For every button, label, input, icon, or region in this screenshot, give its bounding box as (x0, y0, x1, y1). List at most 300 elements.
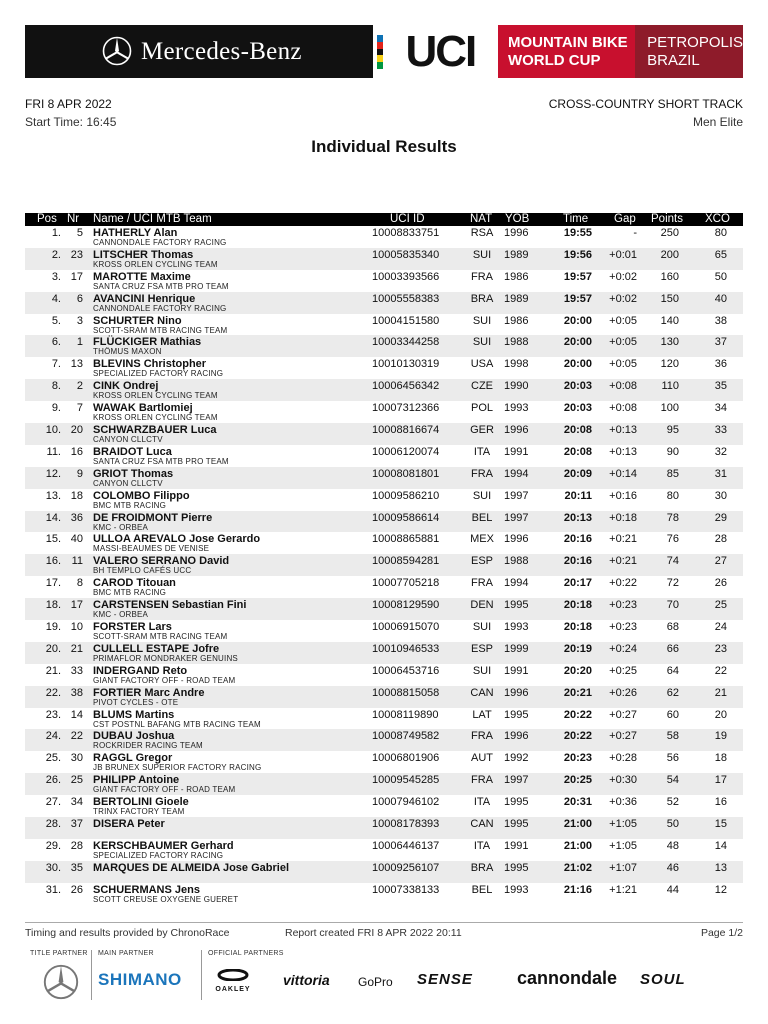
rider-gap: +0:21 (609, 555, 637, 568)
rider-nation: SUI (472, 314, 492, 327)
rider-xco-points: 31 (714, 467, 727, 480)
rider-gap: - (633, 227, 637, 239)
rider-team: BMC MTB RACING (93, 500, 167, 510)
rider-uci-id: 10006915070 (372, 621, 440, 634)
rider-points: 56 (666, 752, 679, 765)
rider-position: 24. (45, 730, 61, 743)
rider-position: 25. (45, 752, 61, 765)
rider-position: 22. (45, 686, 61, 699)
rider-points: 54 (666, 774, 679, 787)
rider-name: DISERA Peter (93, 818, 165, 831)
rider-nation: BRA (470, 861, 494, 874)
rider-nation: CAN (470, 818, 494, 831)
table-row (25, 270, 743, 292)
rider-name: FORSTER Lars (93, 621, 172, 634)
rider-time: 19:57 (563, 270, 592, 283)
rider-time: 20:13 (563, 511, 592, 524)
rider-position: 5. (51, 314, 61, 327)
rider-number: 2 (76, 380, 83, 393)
partner-divider (201, 950, 202, 1000)
rider-name: MAROTTE Maxime (93, 270, 191, 283)
rider-number: 22 (70, 730, 83, 743)
rider-points: 62 (666, 686, 679, 699)
rider-number: 6 (76, 292, 83, 305)
rider-number: 9 (76, 467, 83, 480)
rider-time: 20:16 (563, 555, 592, 568)
rider-nation: POL (470, 402, 493, 415)
discipline: CROSS-COUNTRY SHORT TRACK (548, 97, 743, 111)
rider-gap: +0:21 (609, 533, 637, 546)
rider-position: 6. (51, 336, 61, 349)
rider-year-of-birth: 1988 (504, 555, 529, 568)
rider-number: 1 (76, 336, 83, 349)
rider-xco-points: 26 (714, 577, 727, 590)
rider-name: GRIOT Thomas (93, 467, 174, 480)
rider-nation: BEL (471, 511, 493, 524)
rider-number: 16 (70, 445, 83, 458)
rider-position: 28. (45, 818, 61, 831)
location-line-2: BRAZIL (647, 51, 700, 69)
rider-year-of-birth: 1993 (504, 402, 529, 415)
rider-team: CST POSTNL BAFANG MTB RACING TEAM (93, 719, 261, 729)
rider-time: 20:19 (563, 642, 592, 655)
rider-nation: SUI (472, 664, 492, 677)
rider-nation: ITA (473, 796, 491, 809)
rider-uci-id: 10008178393 (372, 818, 440, 831)
col-gap: Gap (614, 213, 636, 225)
main-partner-label: MAIN PARTNER (98, 950, 154, 957)
rider-number: 18 (70, 489, 83, 502)
rider-team: CANNONDALE FACTORY RACING (93, 303, 227, 313)
partners-strip (25, 950, 743, 1010)
table-row (25, 664, 743, 686)
rider-time: 19:57 (563, 292, 592, 305)
rider-number: 25 (70, 774, 83, 787)
rider-year-of-birth: 1997 (504, 489, 529, 502)
rider-points: 72 (666, 577, 679, 590)
rider-team: KMC - ORBEA (93, 610, 149, 620)
rider-nation: FRA (471, 774, 493, 787)
vittoria-logo: vittoria (283, 972, 330, 988)
rider-time: 20:03 (563, 380, 592, 393)
rider-gap: +0:36 (609, 796, 637, 809)
rider-team: PRIMAFLOR MONDRAKER GENUINS (93, 653, 238, 663)
rider-year-of-birth: 1996 (504, 227, 529, 239)
rider-xco-points: 16 (714, 796, 727, 809)
table-row (25, 817, 743, 839)
rider-year-of-birth: 1994 (504, 577, 529, 590)
rider-nation: DEN (470, 599, 494, 612)
shimano-logo: SHIMANO (98, 970, 182, 989)
rider-nation: AUT (471, 752, 493, 765)
rider-position: 9. (51, 402, 61, 415)
location-block (635, 25, 743, 78)
rider-xco-points: 15 (714, 818, 727, 831)
rider-nation: ESP (470, 642, 493, 655)
col-uci-id: UCI ID (390, 213, 425, 225)
rider-position: 30. (45, 861, 61, 874)
rider-nation: FRA (471, 577, 493, 590)
rider-year-of-birth: 1986 (504, 270, 529, 283)
rider-position: 12. (45, 467, 61, 480)
rider-nation: RSA (470, 227, 494, 239)
rider-uci-id: 10008594281 (372, 555, 440, 568)
rider-position: 26. (45, 774, 61, 787)
rider-number: 34 (70, 796, 83, 809)
rider-number: 21 (70, 642, 83, 655)
rider-name: INDERGAND Reto (93, 664, 188, 677)
rider-time: 20:23 (563, 752, 592, 765)
rider-team: GIANT FACTORY OFF - ROAD TEAM (93, 675, 236, 685)
rider-gap: +0:01 (609, 248, 637, 261)
table-row (25, 379, 743, 401)
rider-year-of-birth: 1989 (504, 292, 529, 305)
rider-team: ROCKRIDER RACING TEAM (93, 741, 203, 751)
rider-uci-id: 10006120074 (372, 445, 440, 458)
rider-year-of-birth: 1997 (504, 774, 529, 787)
rider-name: FLÜCKIGER Mathias (93, 336, 202, 349)
rider-position: 20. (45, 642, 61, 655)
rider-number: 7 (76, 402, 83, 415)
rider-name: CAROD Titouan (93, 577, 176, 590)
table-row (25, 861, 743, 883)
rider-name: VALERO SERRANO David (93, 555, 230, 568)
rider-gap: +0:02 (609, 292, 637, 305)
table-row (25, 467, 743, 489)
rider-year-of-birth: 1995 (504, 708, 529, 721)
rider-points: 150 (660, 292, 679, 305)
rider-year-of-birth: 1990 (504, 380, 529, 393)
series-line-1: MOUNTAIN BIKE (507, 33, 628, 51)
rider-uci-id: 10007338133 (372, 883, 440, 896)
rider-points: 60 (666, 708, 679, 721)
uci-stripes (377, 35, 383, 69)
rider-name: HATHERLY Alan (93, 227, 178, 239)
table-row (25, 511, 743, 533)
rider-nation: MEX (470, 533, 494, 546)
rider-time: 20:00 (563, 314, 592, 327)
rider-xco-points: 18 (714, 752, 727, 765)
rider-name: CINK Ondrej (93, 380, 159, 393)
table-row (25, 226, 743, 248)
rider-uci-id: 10009586614 (372, 511, 440, 524)
rider-uci-id: 10008129590 (372, 599, 440, 612)
rider-points: 46 (666, 861, 679, 874)
rider-position: 1. (51, 227, 61, 239)
rider-points: 44 (666, 883, 679, 896)
rider-name: RAGGL Gregor (93, 752, 173, 765)
rider-gap: +0:05 (609, 314, 637, 327)
rider-year-of-birth: 1993 (504, 621, 529, 634)
rider-nation: FRA (471, 730, 493, 743)
rider-points: 68 (666, 621, 679, 634)
rider-time: 21:02 (563, 861, 592, 874)
rider-points: 90 (666, 445, 679, 458)
rider-time: 20:03 (563, 402, 592, 415)
rider-gap: +0:05 (609, 358, 637, 371)
table-row (25, 335, 743, 357)
rider-time: 20:17 (563, 577, 592, 590)
rider-time: 20:08 (563, 445, 592, 458)
rider-xco-points: 50 (714, 270, 727, 283)
rider-uci-id: 10008749582 (372, 730, 440, 743)
rider-uci-id: 10008865881 (372, 533, 440, 546)
table-row (25, 642, 743, 664)
rider-gap: +0:13 (609, 445, 637, 458)
rider-uci-id: 10004151580 (372, 314, 440, 327)
table-row (25, 292, 743, 314)
rider-position: 11. (46, 445, 61, 458)
rider-nation: FRA (471, 270, 493, 283)
rider-uci-id: 10005835340 (372, 248, 440, 261)
rider-year-of-birth: 1996 (504, 533, 529, 546)
rider-nation: FRA (471, 467, 493, 480)
rider-year-of-birth: 1995 (504, 599, 529, 612)
official-partners-label: OFFICIAL PARTNERS (208, 950, 284, 957)
rider-xco-points: 23 (714, 642, 727, 655)
rider-number: 33 (70, 664, 83, 677)
rider-points: 160 (660, 270, 679, 283)
rider-xco-points: 24 (714, 621, 727, 634)
rider-uci-id: 10006453716 (372, 664, 440, 677)
table-row (25, 554, 743, 576)
sponsor-name: Mercedes-Benz (141, 37, 302, 65)
table-row (25, 314, 743, 336)
rider-year-of-birth: 1992 (504, 752, 529, 765)
rider-time: 19:55 (563, 227, 592, 239)
rider-position: 19. (45, 621, 61, 634)
rider-points: 80 (666, 489, 679, 502)
page-title: Individual Results (311, 137, 457, 156)
rider-xco-points: 33 (714, 424, 727, 437)
rider-points: 74 (666, 555, 679, 568)
rider-year-of-birth: 1991 (504, 445, 529, 458)
rider-gap: +0:23 (609, 599, 637, 612)
rider-position: 2. (51, 248, 61, 261)
rider-team: TRINX FACTORY TEAM (93, 807, 185, 817)
rider-xco-points: 21 (714, 686, 727, 699)
oakley-logo (213, 968, 253, 993)
rider-name: WAWAK Bartlomiej (93, 402, 193, 415)
rider-points: 66 (666, 642, 679, 655)
rider-year-of-birth: 1988 (504, 336, 529, 349)
rider-time: 20:31 (563, 796, 592, 809)
table-row (25, 751, 743, 773)
mercedes-star-icon (102, 36, 132, 66)
event-date: FRI 8 APR 2022 (25, 97, 112, 111)
rider-number: 35 (70, 861, 83, 874)
rider-gap: +1:05 (609, 839, 637, 852)
rider-name: SCHUERMANS Jens (93, 883, 200, 896)
rider-year-of-birth: 1999 (504, 642, 529, 655)
table-row (25, 686, 743, 708)
rider-gap: +0:08 (609, 380, 637, 393)
series-block (498, 25, 635, 78)
col-nr: Nr (67, 213, 80, 225)
rider-position: 8. (51, 380, 61, 393)
rider-uci-id: 10006456342 (372, 380, 440, 393)
rider-xco-points: 25 (714, 599, 727, 612)
rider-xco-points: 40 (714, 292, 727, 305)
rider-team: CANYON CLLCTV (93, 478, 163, 488)
rider-xco-points: 27 (714, 555, 727, 568)
rider-time: 21:00 (563, 839, 592, 852)
rider-xco-points: 19 (714, 730, 727, 743)
rider-uci-id: 10010946533 (372, 642, 440, 655)
rider-position: 18. (45, 599, 61, 612)
rider-number: 11 (71, 555, 83, 568)
rider-position: 14. (45, 511, 61, 524)
rider-time: 20:00 (563, 358, 592, 371)
rider-nation: ESP (470, 555, 493, 568)
rider-nation: USA (470, 358, 494, 371)
rider-xco-points: 65 (714, 248, 727, 261)
rider-position: 31. (45, 883, 61, 896)
footer-page: Page 1/2 (700, 927, 743, 939)
rider-year-of-birth: 1989 (504, 248, 529, 261)
rider-number: 8 (76, 577, 83, 590)
table-row (25, 620, 743, 642)
table-header (25, 213, 743, 226)
rider-team: SANTA CRUZ FSA MTB PRO TEAM (93, 456, 229, 466)
rider-year-of-birth: 1995 (504, 861, 529, 874)
rider-team: BMC MTB RACING (93, 588, 167, 598)
rider-name: BLUMS Martins (93, 708, 175, 721)
rider-year-of-birth: 1991 (504, 664, 529, 677)
rider-number: 20 (70, 424, 83, 437)
rider-team: KROSS ORLEN CYCLING TEAM (93, 413, 218, 423)
rider-number: 37 (70, 818, 83, 831)
rider-xco-points: 22 (714, 664, 727, 677)
rider-nation: CZE (471, 380, 493, 393)
rider-gap: +0:25 (609, 664, 637, 677)
rider-team: SCOTT-SRAM MTB RACING TEAM (93, 632, 228, 642)
rider-time: 20:21 (563, 686, 592, 699)
rider-number: 17 (70, 599, 83, 612)
series-line-2: WORLD CUP (507, 51, 601, 69)
rider-name: DE FROIDMONT Pierre (93, 511, 213, 524)
rider-gap: +0:05 (609, 336, 637, 349)
rider-nation: ITA (473, 445, 491, 458)
rider-time: 21:00 (563, 818, 592, 831)
rider-position: 13. (45, 489, 61, 502)
rider-time: 20:11 (564, 489, 592, 502)
rider-name: ULLOA AREVALO Jose Gerardo (93, 533, 261, 546)
rider-year-of-birth: 1986 (504, 314, 529, 327)
rider-team: BH TEMPLO CAFÉS UCC (93, 566, 192, 576)
rider-points: 64 (666, 664, 679, 677)
footer-timing: Timing and results provided by ChronoRace (25, 927, 230, 939)
rider-xco-points: 28 (714, 533, 727, 546)
table-row (25, 598, 743, 620)
table-row (25, 489, 743, 511)
rider-name: DUBAU Joshua (93, 730, 175, 743)
footer-report: Report created FRI 8 APR 2022 20:11 (285, 927, 462, 939)
rider-xco-points: 35 (714, 380, 727, 393)
oakley-text: OAKLEY (215, 986, 251, 993)
rider-time: 20:00 (563, 336, 592, 349)
rider-year-of-birth: 1996 (504, 424, 529, 437)
col-xco: XCO (705, 213, 730, 225)
table-row (25, 357, 743, 379)
results-table (25, 226, 743, 905)
rider-points: 130 (660, 336, 679, 349)
rider-position: 17. (45, 577, 61, 590)
rider-gap: +0:18 (609, 511, 637, 524)
rider-gap: +0:02 (609, 270, 637, 283)
rider-time: 20:09 (563, 467, 592, 480)
rider-nation: SUI (472, 336, 492, 349)
rider-name: MARQUES DE ALMEIDA Jose Gabriel (93, 861, 289, 874)
rider-team: SPECIALIZED FACTORY RACING (93, 369, 224, 379)
table-row (25, 729, 743, 751)
rider-gap: +1:21 (609, 883, 637, 896)
rider-number: 3 (76, 314, 83, 327)
rider-nation: ITA (473, 839, 491, 852)
rider-gap: +0:26 (609, 686, 637, 699)
rider-team: PIVOT CYCLES - OTE (93, 697, 179, 707)
oakley-ellipse-icon (217, 969, 249, 981)
rider-name: BLEVINS Christopher (93, 358, 207, 371)
rider-position: 23. (45, 708, 61, 721)
rider-points: 110 (661, 380, 679, 393)
category: Men Elite (692, 115, 743, 129)
rider-year-of-birth: 1995 (504, 818, 529, 831)
rider-name: COLOMBO Filippo (93, 489, 190, 502)
rider-position: 10. (45, 424, 61, 437)
rider-uci-id: 10007312366 (372, 402, 440, 415)
col-points: Points (651, 213, 683, 225)
rider-xco-points: 38 (714, 314, 727, 327)
table-row (25, 795, 743, 817)
rider-time: 21:16 (563, 883, 592, 896)
rider-xco-points: 13 (714, 861, 727, 874)
rider-uci-id: 10006446137 (372, 839, 440, 852)
rider-gap: +0:14 (609, 467, 637, 480)
soul-logo: SOUL (640, 971, 686, 988)
start-time: Start Time: 16:45 (25, 115, 117, 129)
rider-gap: +0:28 (609, 752, 637, 765)
rider-team: JB BRUNEX SUPERIOR FACTORY RACING (93, 763, 262, 773)
col-pos: Pos (37, 213, 57, 225)
rider-uci-id: 10005558383 (372, 292, 440, 305)
rider-gap: +0:13 (609, 424, 637, 437)
rider-time: 20:08 (563, 424, 592, 437)
rider-points: 58 (666, 730, 679, 743)
rider-name: SCHURTER Nino (93, 314, 182, 327)
table-row (25, 773, 743, 795)
table-row (25, 401, 743, 423)
rider-nation: SUI (472, 621, 492, 634)
rider-points: 120 (660, 358, 679, 371)
rider-year-of-birth: 1993 (504, 883, 529, 896)
rider-gap: +0:22 (609, 577, 637, 590)
rider-uci-id: 10008119890 (372, 708, 439, 721)
rider-number: 5 (76, 227, 83, 239)
rider-position: 29. (45, 839, 61, 852)
rider-team: SANTA CRUZ FSA MTB PRO TEAM (93, 281, 229, 291)
rider-uci-id: 10008081801 (372, 467, 440, 480)
rider-uci-id: 10008815058 (372, 686, 440, 699)
rider-xco-points: 14 (714, 839, 727, 852)
table-row (25, 883, 743, 905)
rider-year-of-birth: 1991 (504, 839, 529, 852)
rider-number: 13 (70, 358, 83, 371)
rider-team: SCOTT-SRAM MTB RACING TEAM (93, 325, 228, 335)
rider-number: 17 (70, 270, 83, 283)
col-time: Time (563, 213, 589, 225)
table-row (25, 576, 743, 598)
